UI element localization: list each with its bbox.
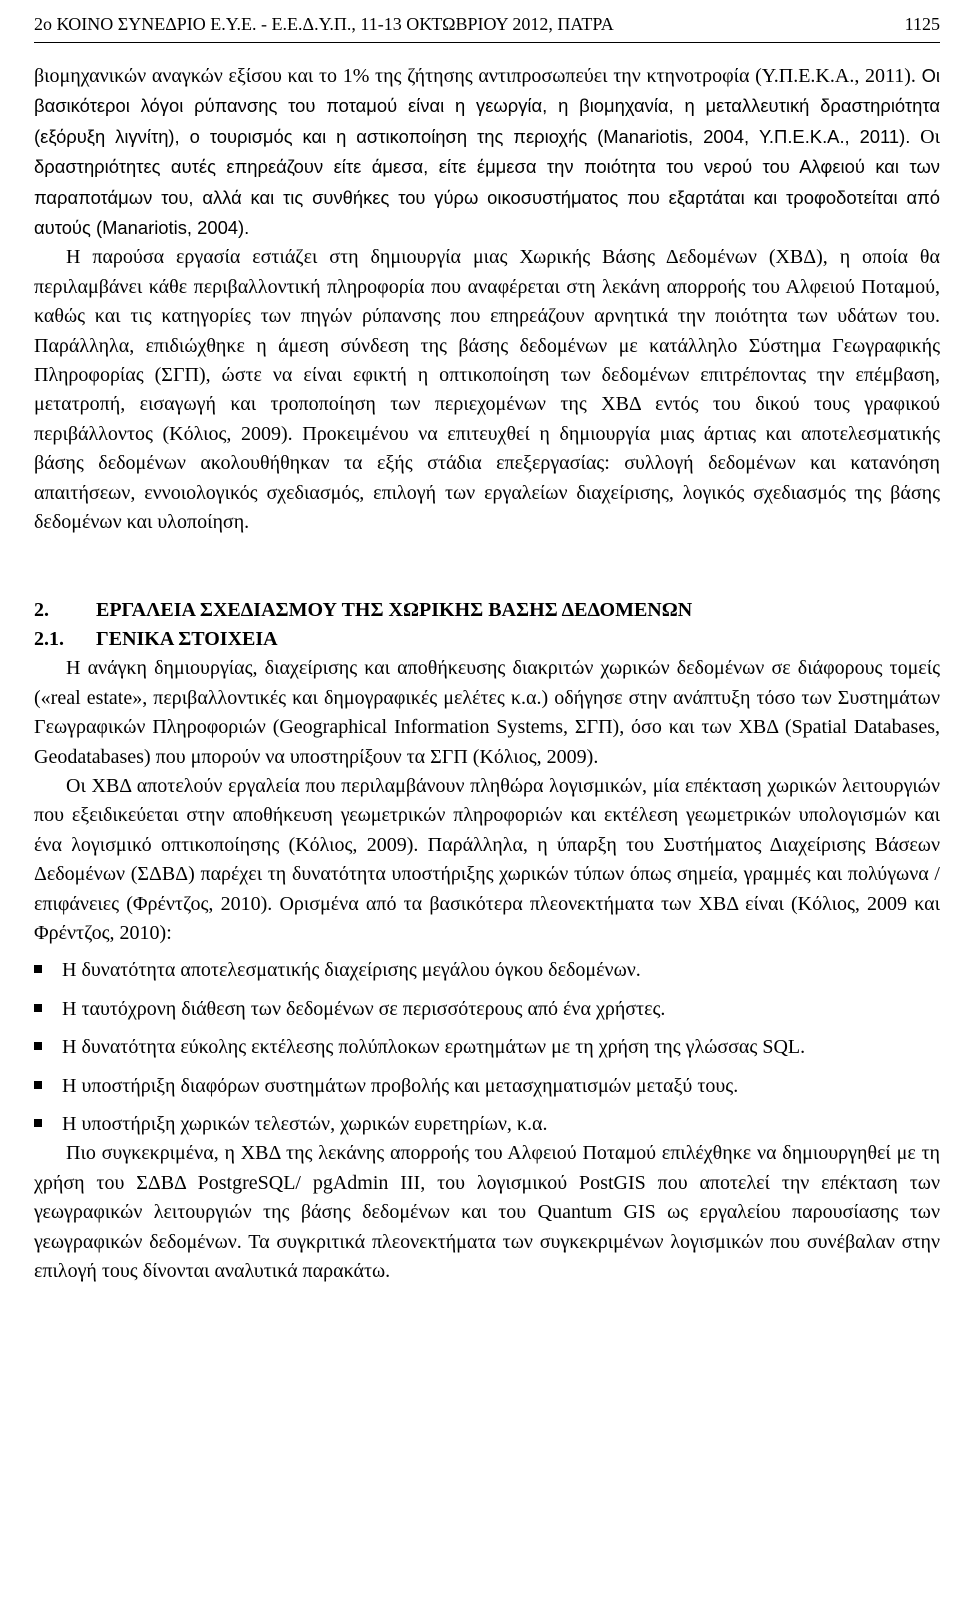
list-item (34, 1110, 940, 1139)
paragraph-2: Η ανάγκη δημιουργίας, διαχείρισης και αποθήκευσης διακριτών χωρικών δεδομένων σε διάφορους τομείς («real estate», περιβαλλοντικές και δημογραφικές μελέτες κ.α.) οδήγησε στην ανάπτυξη τόσο των Συστημάτων Γεωγραφικών Πληροφοριών (Geographical Information Systems, ΣΓΠ), όσο και των ΧΒΔ (Spatial Databases, Geodatabases) που μπορούν να υποστηρίξουν τα ΣΓΠ (Κόλιος, 2009). (34, 657, 940, 768)
square-bullet-icon (34, 965, 42, 973)
list-item-text: Η υποστήριξη διαφόρων συστημάτων προβολής και μετασχηματισμών μεταξύ τους. (62, 1074, 739, 1097)
list-item-text: Η υποστήριξη χωρικών τελεστών, χωρικών ευρετηρίων, κ.α. (62, 1113, 548, 1135)
subsection-title: ΓΕΝΙΚΑ ΣΤΟΙΧΕΙΑ (96, 627, 278, 650)
square-bullet-icon (34, 1042, 42, 1050)
intro-paragraph (34, 61, 940, 243)
section-heading-2 (34, 596, 940, 625)
section-title: ΕΡΓΑΛΕΙΑ ΣΧΕΔΙΑΣΜΟΥ ΤΗΣ ΧΩΡΙΚΗΣ ΒΑΣΗΣ ΔΕΔΟΜΕΝΩΝ (96, 598, 693, 621)
intro-serif-text: βιομηχανικών αναγκών εξίσου και το 1% της ζήτησης αντιπροσωπεύει την κτηνοτροφία (Υ.Π.Ε.Κ.Α., 2011). (34, 65, 916, 87)
list-item-text: Η δυνατότητα εύκολης εκτέλεσης πολύπλοκων ερωτημάτων με τη χρήση της γλώσσας SQL. (62, 1036, 806, 1059)
paragraph-3: Οι ΧΒΔ αποτελούν εργαλεία που περιλαμβάνουν πληθώρα λογισμικών, μία επέκταση χωρικών λειτουργιών που εξειδικεύεται στην αποθήκευση γεωμετρικών πληροφοριών και εκτέλεση γεωμετρικών υπολογισμών και ένα λογισμικό οπτικοποίησης (Κόλιος, 2009). Παράλληλα, η ύπαρξη του Συστήματος Διαχείρισης Βάσεων Δεδομένων (ΣΔΒΔ) παρέχει τη δυνατότητα υποστήριξης χωρικών τύπων όπως σημεία, γραμμές και πολύγωνα / επιφάνειες (Φρέντζος, 2010). Ορισμένα από τα βασικότερα πλεονεκτήματα των ΧΒΔ είναι (Κόλιος, 2009 και Φρέντζος, 2010): (34, 774, 940, 944)
intro-sans-text-2: δραστηριότητες αυτές επηρεάζουν είτε άμεσα, είτε έμμεσα την ποιότητα του νερού του Αλφειού και των παραποτάμων του, αλλά και τις συνθήκες του γύρω οικοσυστήματος που εξαρτάται και τροφοδοτείται από αυτούς (Manariotis, 2004). (34, 156, 940, 239)
page-number: 1125 (904, 14, 940, 34)
list-item-text: Η ταυτόχρονη διάθεση των δεδομένων σε περισσότερους από ένα χρήστες. (62, 997, 666, 1020)
intro-sans-text: Οι βασικότεροι λόγοι ρύπανσης του ποταμού είναι η γεωργία, η βιομηχανία, η μεταλλευτική δραστηριότητα (εξόρυξη λιγνίτη), ο τουρισμός και η αστικοποίηση της περιοχής (Manariotis, 2004, Υ.Π.Ε.Κ.Α., 2011). (34, 65, 941, 147)
subsection-number: 2.1. (34, 627, 64, 650)
paragraph-1: Η παρούσα εργασία εστιάζει στη δημιουργία μιας Χωρικής Βάσης Δεδομένων (ΧΒΔ), η οποία θα περιλαμβάνει κάθε περιβαλλοντική πληροφορία που αναφέρεται στη λεκάνη απορροής του Αλφειού Ποταμού, καθώς και τις κατηγορίες των πηγών ρύπανσης που επηρεάζουν αρνητικά την ποιότητα των υδάτων του. Παράλληλα, επιδιώχθηκε η άμεση σύνδεση της βάσης δεδομένων με κατάλληλο Σύστημα Γεωγραφικής Πληροφορίας (ΣΓΠ), ώστε να είναι εφικτή η οπτικοποίηση των δεδομένων επιτρέποντας την επέμβαση, μετατροπή, εισαγωγή και τροποποίηση των περιεχομένων της ΧΒΔ εντός του δικού τους γραφικού περιβάλλοντος (Κόλιος, 2009). Προκειμένου να επιτευχθεί η δημιουργία μιας άρτιας και αποτελεσματικής βάσης δεδομένων ακολουθήθηκαν τα εξής στάδια επεξεργασίας: συλλογή δεδομένων και κατανόηση απαιτήσεων, εννοιολογικός σχεδιασμός, επιλογή των εργαλείων διαχείρισης, λογικός σχεδιασμός της βάσης δεδομένων και υλοποίηση. (34, 246, 940, 534)
square-bullet-icon (34, 1119, 42, 1127)
list-item (34, 995, 940, 1024)
section-gap (34, 538, 940, 596)
square-bullet-icon (34, 1081, 42, 1089)
list-item-text: Η δυνατότητα αποτελεσματικής διαχείρισης μεγάλου όγκου δεδομένων. (62, 959, 641, 982)
section-number: 2. (34, 598, 49, 621)
section-heading-2-1 (34, 625, 940, 654)
list-item (34, 1033, 940, 1062)
list-item (34, 956, 940, 985)
conference-title: 2ο ΚΟΙΝΟ ΣΥΝΕΔΡΙΟ Ε.Υ.Ε. - Ε.Ε.Δ.Υ.Π., 11-13 ΟΚΤΩΒΡΙΟΥ 2012, ΠΑΤΡΑ (34, 14, 614, 34)
intro-serif-text-2: Οι (920, 125, 940, 148)
paragraph-4: Πιο συγκεκριμένα, η ΧΒΔ της λεκάνης απορροής του Αλφειού Ποταμού επιλέχθηκε να δημιουργηθεί με τη χρήση του ΣΔΒΔ PostgreSQL/ pgAdmin III, του λογισμικού PostGIS που αποτελεί την επέκταση των γεωγραφικών λειτουργιών της βάσης δεδομένων και του Quantum GIS ως εργαλείου παρουσίασης των γεωγραφικών δεδομένων. Τα συγκριτικά πλεονεκτήματα των συγκεκριμένων λογισμικών που συνέβαλαν στην επιλογή τους δίνονται αναλυτικά παρακάτω. (34, 1142, 940, 1283)
running-header (34, 12, 940, 43)
list-item (34, 1072, 940, 1101)
square-bullet-icon (34, 1004, 42, 1012)
advantages-list (34, 956, 940, 1139)
